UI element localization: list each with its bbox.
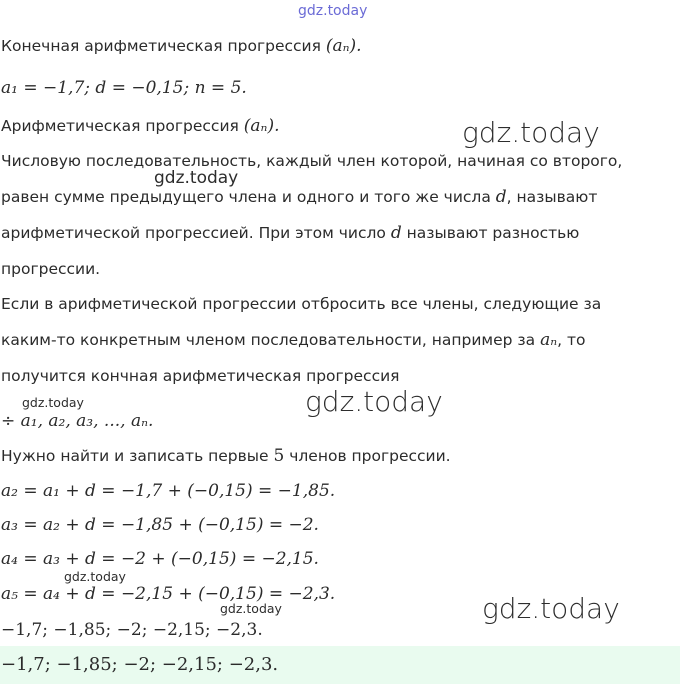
text-line-5 [1,187,597,207]
line-9-math: aₙ [540,330,558,350]
line-3-math: (aₙ). [243,116,280,136]
text-line-6 [1,223,579,243]
text-line-1 [1,36,362,56]
text-line-4: Числовую последовательность, каждый член которой, начиная со второго, [1,152,623,170]
line-12-text-b: членов прогрессии. [284,447,451,465]
equation-a3: a₃ = a₂ + d = −1,85 + (−0,15) = −2. [1,515,319,535]
text-line-3 [1,116,279,136]
watermark-mid: gdz.today [154,168,239,188]
watermark-big-2: gdz.today [305,385,443,418]
watermark-big-1: gdz.today [462,116,600,149]
answer-line: −1,7; −1,85; −2; −2,15; −2,3. [1,654,279,675]
line-5-math: d [495,187,507,207]
line-3-text: Арифметическая прогрессия [1,117,244,135]
line-6-text-a: арифметической прогрессией. При этом число [1,224,391,242]
line-1-text: Конечная арифметическая прогрессия [1,37,326,55]
line-9-text-b: , то [557,331,586,349]
line-12-math: 5 [273,446,285,466]
watermark-small-2: gdz.today [64,569,126,584]
line-5-text-a: равен сумме предыдущего члена и одного и того же числа [1,188,496,206]
watermark-big-3: gdz.today [482,592,620,625]
given-values: a₁ = −1,7; d = −0,15; n = 5. [1,78,247,98]
text-line-10: получится кончная арифметическая прогрессия [1,367,400,385]
equation-a5: a₅ = a₄ + d = −2,15 + (−0,15) = −2,3. [1,584,336,604]
line-12-text-a: Нужно найти и записать первые [1,447,274,465]
equation-a2: a₂ = a₁ + d = −1,7 + (−0,15) = −1,85. [1,481,336,501]
line-6-text-b: называют разностью [401,224,580,242]
text-line-12 [1,446,451,466]
line-6-math: d [390,223,402,243]
progression-notation: ÷ a₁, a₂, a₃, ..., aₙ. [1,411,154,431]
line-5-text-b: , называют [506,188,598,206]
text-line-9 [1,330,585,350]
watermark-top: gdz.today [298,3,368,19]
text-line-8: Если в арифметической прогрессии отбросить все члены, следующие за [1,295,602,313]
terms-list: −1,7; −1,85; −2; −2,15; −2,3. [1,620,263,640]
watermark-small-3: gdz.today [220,601,282,616]
line-1-math: (aₙ). [325,36,362,56]
line-9-text-a: каким-то конкретным членом последовательности, например за [1,331,541,349]
watermark-small-1: gdz.today [22,395,84,410]
text-line-7: прогрессии. [1,260,101,278]
equation-a4: a₄ = a₃ + d = −2 + (−0,15) = −2,15. [1,549,319,569]
